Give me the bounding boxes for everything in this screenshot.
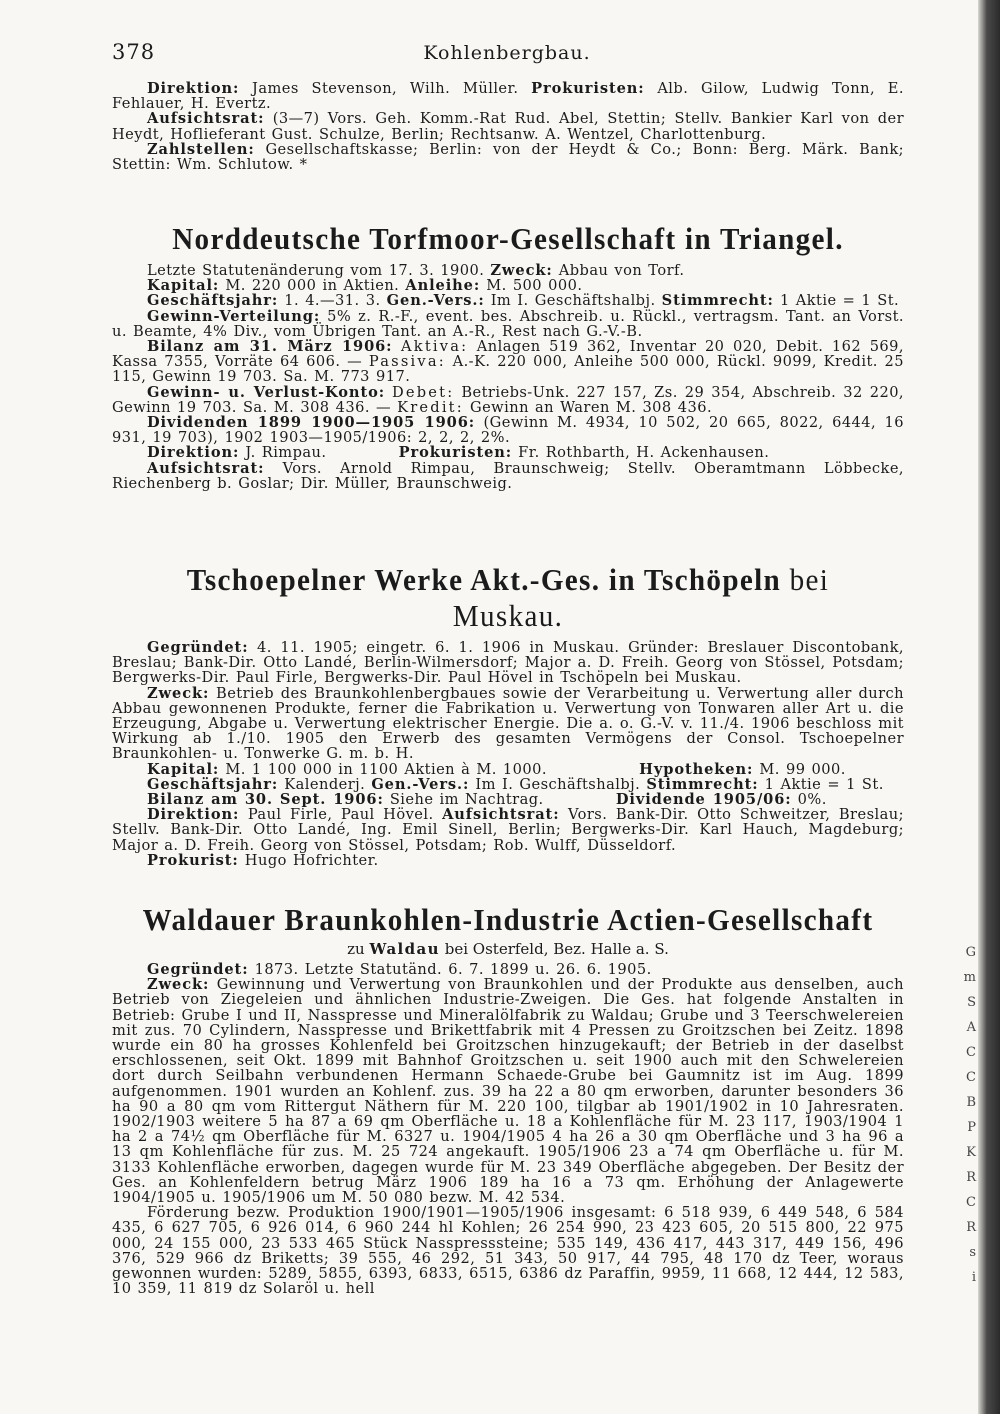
page-number: 378	[112, 40, 156, 64]
previous-company-block	[112, 81, 904, 172]
torfmoor-aufsichtsrat: Aufsichtsrat: Vors. Arnold Rimpau, Braunschweig; Stellv. Oberamtmann Löbbecke, Riechenberg b. Goslar; Dir. Müller, Braunschweig.	[112, 459, 904, 492]
torfmoor-gewinnverteilung: Gewinn-Verteilung: 5% z. R.-F., event. bes. Abschreib. u. Rückl., vertragsm. Tant. an Vorst. u. Beamte, 4% Div., vom Übrigen Tant. an A.-R., Rest nach G.-V.-B.	[112, 307, 904, 340]
torfmoor-direktion: Direktion: J. Rimpau. Prokuristen: Fr. Rothbarth, H. Ackenhausen.	[147, 444, 770, 462]
page-binding-shadow	[978, 0, 1000, 1414]
tschoepelner-geschaeftsjahr: Geschäftsjahr: Kalenderj. Gen.-Vers.: Im I. Geschäftshalbj. Stimmrecht: 1 Aktie = 1 St.	[147, 775, 884, 793]
waldauer-section	[112, 902, 904, 1296]
waldauer-foerderung: Förderung bezw. Produktion 1900/1901—1905/1906 insgesamt: 6 518 939, 6 449 548, 6 584 435, 6 627 705, 6 926 014, 6 960 244 hl Kohlen; 26 254 990, 23 423 605, 20 515 800, 22 975 000, 24 155 000, 23 533 465 Stück Nasspresssteine; 535 149, 436 417, 443 317, 449 156, 496 376, 529 966 dz Briketts; 39 555, 46 292, 51 343, 50 917, 44 795, 48 170 dz Teer, woraus gewonnen wurden: 5289, 5855, 6393, 6833, 6515, 6386 dz Paraffin, 9959, 11 668, 12 444, 12 583, 10 359, 11 819 dz Solaröl u. hell	[112, 1204, 904, 1298]
aufsichtsrat-paragraph: Aufsichtsrat: (3—7) Vors. Geh. Komm.-Rat Rud. Abel, Stettin; Stellv. Bankier Karl von der Heydt, Hoflieferant Gust. Schulze, Berlin; Rechtsanw. A. Wentzel, Charlottenburg.	[112, 110, 905, 143]
torfmoor-kapital: Kapital: M. 220 000 in Aktien. Anleihe: M. 500 000.	[147, 277, 583, 295]
company-title-waldauer: Waldauer Braunkohlen-Industrie Actien-Gesellschaft	[142, 902, 874, 937]
running-head: Kohlenbergbau.	[423, 42, 591, 64]
page-header	[112, 40, 902, 66]
tschoepelner-section	[112, 562, 904, 868]
waldauer-gegruendet: Gegründet: 1873. Letzte Statutänd. 6. 7. 1899 u. 26. 6. 1905.	[147, 961, 652, 978]
direktion-paragraph: Direktion: James Stevenson, Wilh. Müller. Prokuristen: Alb. Gilow, Ludwig Tonn, E. Fehlauer, H. Evertz.	[112, 80, 904, 113]
company-title-torfmoor: Norddeutsche Torfmoor-Gesellschaft in Triangel.	[172, 221, 844, 256]
torfmoor-geschaeftsjahr: Geschäftsjahr: 1. 4.—31. 3. Gen.-Vers.: Im I. Geschäftshalbj. Stimmrecht: 1 Aktie = 1 St.	[147, 292, 900, 310]
torfmoor-dividenden: Dividenden 1899 1900—1905 1906: (Gewinn M. 4934, 10 502, 20 665, 8022, 6444, 16 931, 19 703), 1902 1903—1905/1906: 2, 2, 2, 2%.	[112, 414, 905, 447]
waldauer-location: zu Waldau bei Osterfeld, Bez. Halle a. S.	[347, 940, 669, 958]
tschoepelner-gegruendet: Gegründet: 4. 11. 1905; eingetr. 6. 1. 1906 in Muskau. Gründer: Breslauer Discontobank, Breslau; Bank-Dir. Otto Landé, Berlin-Wilmersdorf; Major a. D. Freih. Georg von Stössel, Potsdam; Bergwerks-Dir. Paul Firle, Bergwerks-Dir. Paul Hövel in Tschöpeln bei Muskau.	[112, 639, 904, 687]
tschoepelner-prokurist: Prokurist: Hugo Hofrichter.	[147, 851, 379, 869]
torfmoor-statute: Letzte Statutenänderung vom 17. 3. 1900. Zweck: Abbau von Torf.	[147, 262, 685, 279]
adjacent-page-edge-letters: G m S A C C B P K R C R s i	[963, 945, 976, 1285]
zahlstellen-paragraph: Zahlstellen: Gesellschaftskasse; Berlin: von der Heydt & Co.; Bonn: Berg. Märk. Bank; Stettin: Wm. Schlutow. *	[112, 140, 904, 174]
waldauer-zweck: Zweck: Gewinnung und Verwertung von Braunkohlen und der Produkte aus denselben, auch Betrieb von Ziegeleien und ähnlichen Industrie-Zweigen. Die Ges. hat folgende Anstalten in Betrieb: Grube I und II, Nasspresse und Mineralölfabrik zu Waldau; Grube und 3 Teerschwelereien mit zus. 70 Cylindern, Nasspresse und Brikettfabrik mit 4 Pressen zu Groitzschen bei Zeitz. 1898 wurde ein 80 ha grosses Kohlenfeld bei Groitzschen hinzugekauft; der Betrieb in der daselbst erschlossenen, seit Okt. 1899 mit Bahnhof Groitzschen u. seit 1900 auch mit den Schwelereien dort durch Seilbahn verbundenen Hermann Schaede-Grube bei Gaumnitz ist im Aug. 1899 aufgenommen. 1901 wurden an Kohlenf. zus. 39 ha 22 a 80 qm erworben, darunter besonders 36 ha 90 a 80 qm vom Rittergut Näthern für M. 220 100, tilgbar ab 1901/1902 in 10 Jahresraten. 1902/1903 weitere 5 ha 87 a 69 qm Oberfläche u. 18 a Kohlenfläche für M. 23 117, 1903/1904 1 ha 2 a 74½ qm Oberfläche für M. 6327 u. 1904/1905 4 ha 26 a 30 qm Oberfläche und 3 ha 96 a 13 qm Kohlenfläche für zus. M. 25 724 angekauft. 1905/1906 23 a 74 qm Oberfläche u. für M. 3133 Kohlenfläche erworben, dagegen wurde für M. 23 349 Oberfläche abgegeben. Der Besitz der Ges. an Kohlenfeldern betrug März 1906 189 ha 16 a 73 qm. Erhöhung der Anlagewerte 1904/1905 u. 1905/1906 um M. 50 080 bezw. M. 42 534.	[112, 976, 905, 1207]
tschoepelner-zweck: Zweck: Betrieb des Braunkohlenbergbaues sowie der Verarbeitung u. Verwertung aller durch Abbau gewonnenen Produkte, ferner die Fabrikation u. Verwertung von Tonwaren aller Art u. die Erzeugung, Abgabe u. Verwertung elektrischer Energie. Die a. o. G.-V. v. 11./4. 1906 beschloss mit Wirkung ab 1./10. 1905 den Erwerb des gesamten Vermögens der Consol. Tschoepelner Braunkohlen- u. Tonwerke G. m. b. H.	[112, 684, 904, 763]
torfmoor-section	[112, 221, 904, 491]
tschoepelner-kapital: Kapital: M. 1 100 000 in 1100 Aktien à M. 1000. Hypotheken: M. 99 000.	[147, 760, 846, 778]
torfmoor-guv: Gewinn- u. Verlust-Konto: Debet: Betriebs-Unk. 227 157, Zs. 29 354, Abschreib. 32 220, Gewinn 19 703. Sa. M. 308 436. — Kredit: Gewinn an Waren M. 308 436.	[112, 383, 905, 416]
company-title-tschoepelner: Tschoepelner Werke Akt.-Ges. in Tschöpeln bei Muskau.	[186, 562, 830, 633]
torfmoor-bilanz: Bilanz am 31. März 1906: Aktiva: Anlagen 519 362, Inventar 20 020, Debit. 162 569, Kassa 7355, Vorräte 64 606. — Passiva: A.-K. 220 000, Anleihe 500 000, Rückl. 9099, Kredit. 25 115, Gewinn 19 703. Sa. M. 773 917.	[112, 338, 905, 386]
tschoepelner-bilanz: Bilanz am 30. Sept. 1906: Siehe im Nachtrag. Dividende 1905/06: 0%.	[147, 791, 827, 809]
tschoepelner-direktion: Direktion: Paul Firle, Paul Hövel. Aufsichtsrat: Vors. Bank-Dir. Otto Schweitzer, Breslau; Stellv. Bank-Dir. Otto Landé, Ing. Emil Sinell, Berlin; Bergwerks-Dir. Karl Hauch, Magdeburg; Major a. D. Freih. Georg von Stössel, Potsdam; Rob. Wulff, Düsseldorf.	[112, 806, 904, 854]
